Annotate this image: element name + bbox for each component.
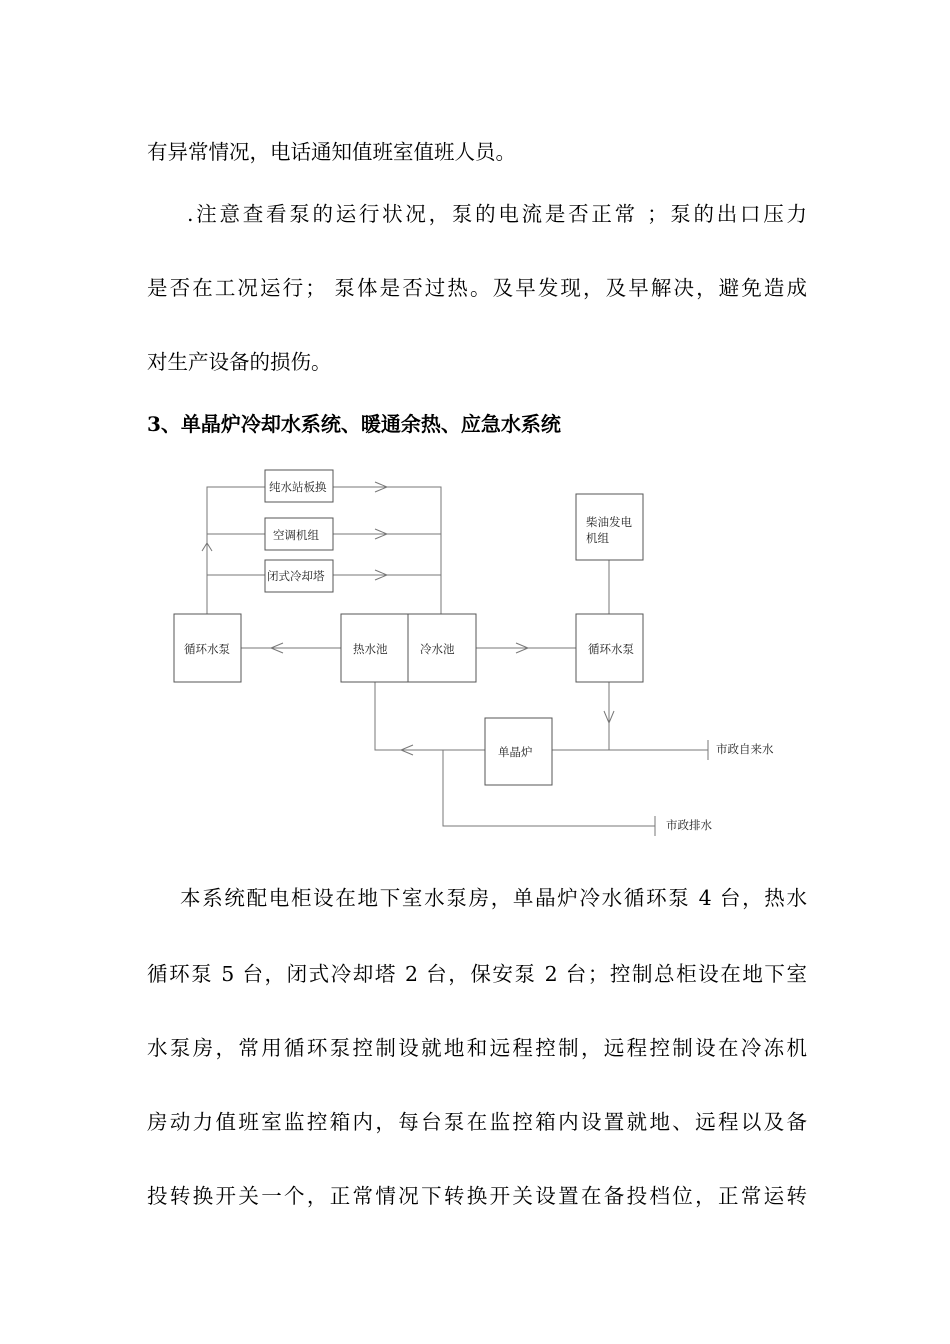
cold-water-tank-label: 冷水池: [420, 642, 455, 656]
diesel-generator-label-1: 柴油发电: [586, 515, 632, 529]
municipal-drainage-label: 市政排水: [666, 818, 712, 832]
pure-water-exchanger-label: 纯水站板换: [269, 480, 327, 494]
single-crystal-furnace-label: 单晶炉: [498, 745, 533, 759]
paragraph2-line-3: 水泵房，常用循环泵控制设就地和远程控制，远程控制设在冷冻机: [147, 1036, 807, 1060]
air-conditioner-label: 空调机组: [273, 528, 319, 542]
paragraph1-line-3: 是否在工况运行； 泵体是否过热。及早发现，及早解决，避免造成: [147, 276, 807, 300]
paragraph1-line-1: 有异常情况，电话通知值班室值班人员。: [147, 140, 516, 164]
wire-furnace-to-hot-tank: [375, 682, 485, 750]
circulating-pump-right-label: 循环水泵: [588, 642, 634, 656]
paragraph1-line-4: 对生产设备的损伤。: [147, 350, 332, 374]
paragraph2-line-4: 房动力值班室监控箱内，每台泵在监控箱内设置就地、远程以及备: [147, 1110, 807, 1134]
closed-cooling-tower-label: 闭式冷却塔: [267, 569, 325, 583]
section-heading: 3、单晶炉冷却水系统、暖通余热、应急水系统: [147, 412, 561, 436]
wire-pump-to-exchanger: [207, 487, 265, 614]
diesel-generator-label-2: 机组: [586, 531, 609, 545]
municipal-tap-water-label: 市政自来水: [716, 742, 774, 756]
paragraph2-line-2: 循环泵 5 台，闭式冷却塔 2 台，保安泵 2 台；控制总柜设在地下室: [147, 962, 807, 986]
hot-water-tank-label: 热水池: [353, 642, 388, 656]
paragraph2-line-5: 投转换开关一个，正常情况下转换开关设置在备投档位，正常运转: [147, 1184, 807, 1208]
circulating-pump-left-label: 循环水泵: [184, 642, 230, 656]
paragraph2-line-1: 本系统配电柜设在地下室水泵房，单晶炉冷水循环泵 4 台，热水: [180, 886, 807, 910]
paragraph1-line-2: .注意查看泵的运行状况，泵的电流是否正常 ；泵的出口压力: [187, 202, 807, 226]
wire-exchanger-return: [333, 487, 441, 614]
